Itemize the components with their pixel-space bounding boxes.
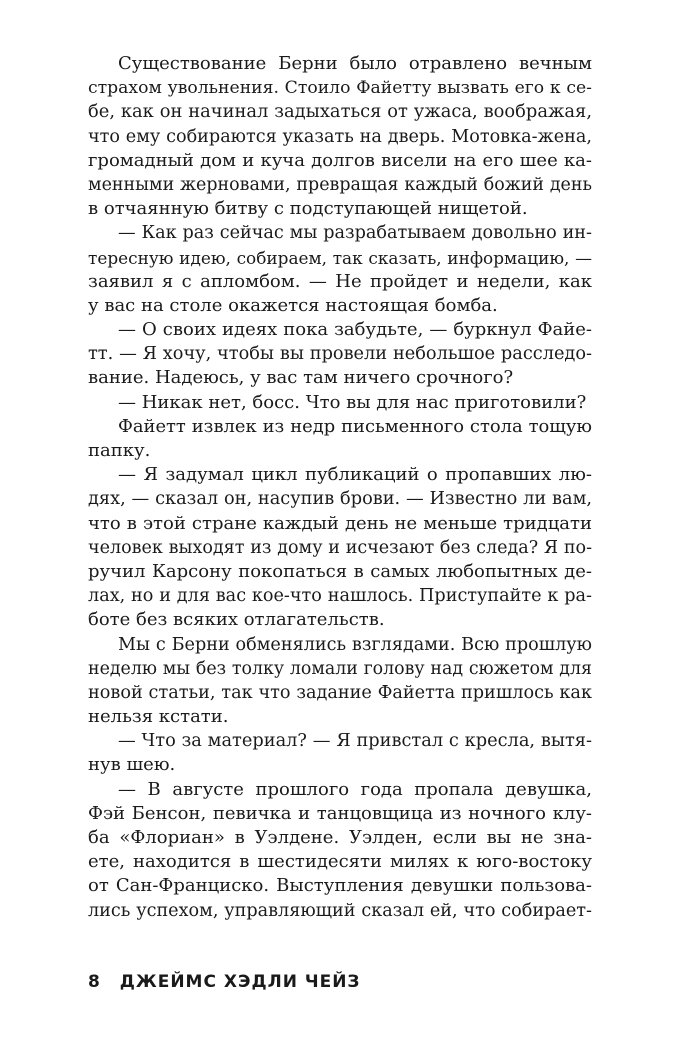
text-line: новой статьи, так что задание Файетта пришлось как [88, 682, 592, 703]
text-line: бе, как он начинал задыхаться от ужаса, воображая, [88, 101, 592, 123]
text-line: Фэй Бенсон, певичка и танцовщица из ночного клу- [88, 802, 592, 824]
text-line: дях, — сказал он, насупив брови. — Известно ли вам, [88, 489, 592, 510]
text-line: — О своих идеях пока забудьте, — буркнул Файе- [118, 319, 592, 341]
text-line: у вас на столе окажется настоящая бомба. [88, 294, 498, 316]
text-line: — Что за материал? — Я привстал с кресла, вытя- [118, 731, 592, 752]
running-author: ДЖЕЙМС ХЭДЛИ ЧЕЙЗ [119, 972, 361, 992]
text-line: в отчаянную битву с подступающей нищетой. [88, 198, 528, 220]
text-line: лись успехом, управляющий сказал ей, что собирает- [88, 900, 592, 921]
text-line: ручил Карсону покопаться в самых любопытных де- [88, 560, 592, 582]
text-line: нельзя кстати. [88, 706, 229, 728]
text-line: — В августе прошлого года пропала девушка, [118, 778, 592, 800]
text-line: заявил я с апломбом. — Не пройдет и недели, как [88, 270, 592, 292]
text-line: Существование Берни было отравлено вечным [118, 53, 592, 74]
text-line: что в этой стране каждый день не меньше тридцати [88, 512, 592, 534]
text-line: ете, находится в шестидесяти милях к юго-востоку [88, 851, 592, 873]
text-line: что ему собираются указать на дверь. Мотовка-жена, [88, 126, 592, 147]
text-line: вание. Надеюсь, у вас там ничего срочного? [88, 367, 514, 389]
text-line: ба «Флориан» в Уэлдене. Уэлден, если вы не зна- [88, 827, 592, 848]
text-line: — Я задумал цикл публикаций о пропавших лю- [118, 464, 592, 486]
text-line: — Как раз сейчас мы разрабатываем довольно ин- [118, 223, 592, 244]
text-line: страхом увольнения. Стоило Файетту вызвать его к се- [88, 78, 592, 99]
text-line: тересную идею, собираем, так сказать, информацию, — [88, 247, 592, 268]
page-number: 8 [88, 972, 101, 992]
text-line: человек выходят из дому и исчезают без следа? Я по- [88, 537, 592, 558]
text-line: нув шею. [88, 754, 176, 776]
text-line: неделю мы без толку ломали голову над сюжетом для [88, 658, 592, 679]
text-line: Файетт извлек из недр письменного стола тощую [118, 415, 592, 437]
text-line: Мы с Берни обменялись взглядами. Всю прошлую [118, 634, 592, 655]
text-line: лах, но и для вас кое-что нашлось. Приступайте к ра- [88, 586, 592, 607]
page-footer [88, 972, 361, 992]
text-line: от Сан-Франциско. Выступления девушки пользова- [88, 875, 592, 897]
text-line: тт. — Я хочу, чтобы вы провели небольшое расследо- [88, 344, 592, 365]
text-line: менными жерновами, превращая каждый божий день [88, 174, 592, 195]
text-line: громадный дом и куча долгов висели на его шее ка- [88, 149, 592, 171]
body-text [88, 52, 592, 923]
text-line: папку. [88, 440, 151, 461]
text-line: боте без всяких отлагательств. [88, 609, 385, 631]
text-line: — Никак нет, босс. Что вы для нас приготовили? [118, 391, 587, 413]
